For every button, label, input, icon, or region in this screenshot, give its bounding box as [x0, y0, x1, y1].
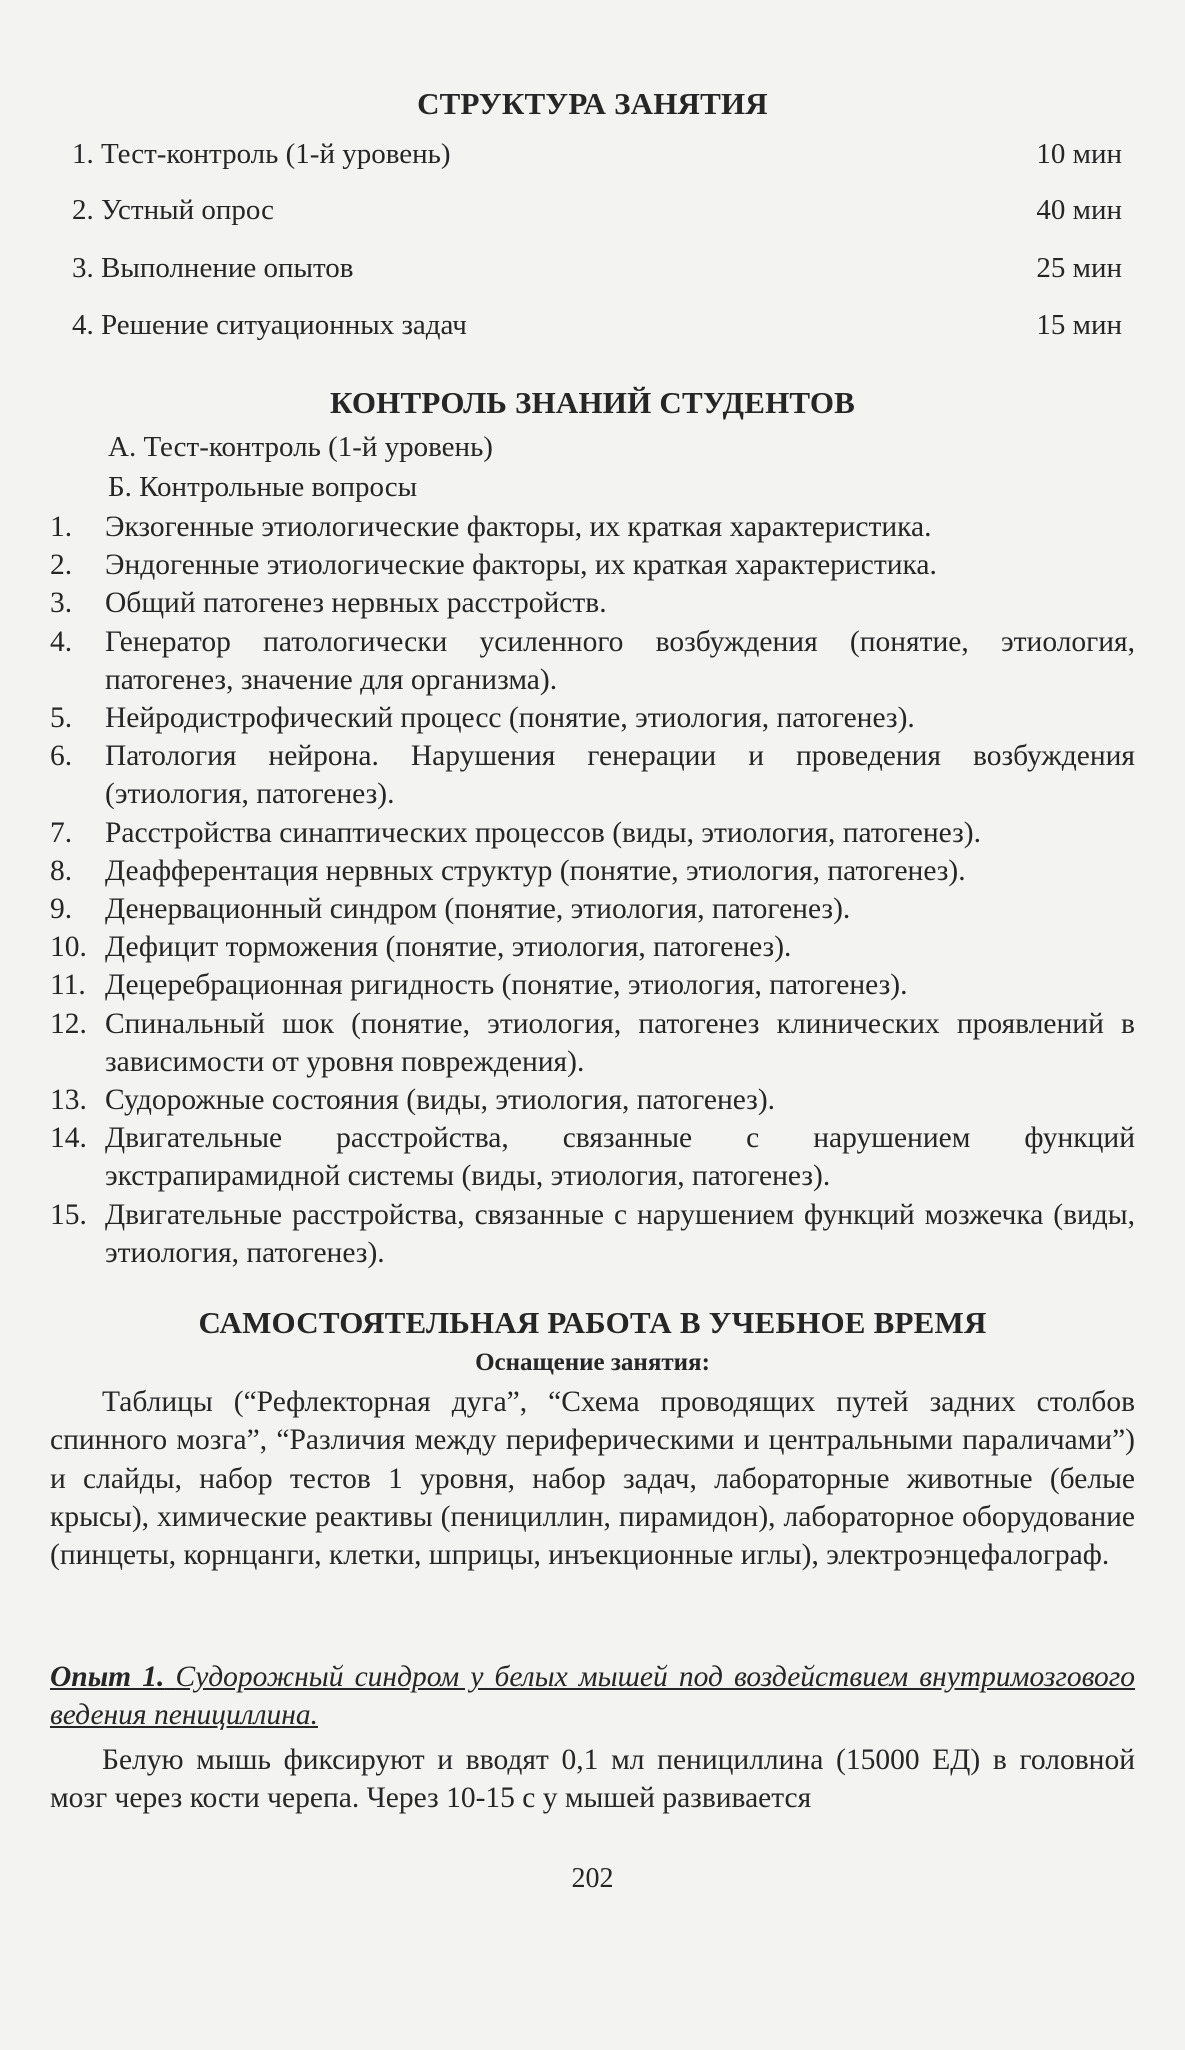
list-item-number: 7. — [50, 816, 73, 849]
structure-row — [72, 190, 1122, 230]
list-item-text: Деафферентация нервных структур (понятие, этиология, патогенез). — [105, 854, 966, 887]
list-item-number: 10. — [50, 931, 87, 964]
list-item — [50, 966, 1135, 1004]
structure-title: СТРУКТУРА ЗАНЯТИЯ — [417, 86, 768, 121]
structure-row-label: 3. Выполнение опытов — [72, 252, 354, 284]
control-part-a: А. Тест-контроль (1-й уровень) — [108, 431, 493, 463]
list-item — [50, 852, 1135, 890]
structure-row-label: 1. Тест-контроль (1-й уровень) — [72, 138, 451, 170]
list-item-number: 5. — [50, 702, 73, 735]
list-item — [50, 1119, 1135, 1195]
list-item-number: 12. — [50, 1007, 87, 1040]
list-item-number: 1. — [50, 511, 73, 543]
list-item-text: Экзогенные этиологические факторы, их краткая характеристика. — [105, 511, 932, 543]
structure-row-label: 4. Решение ситуационных задач — [72, 309, 467, 341]
list-item-number: 3. — [50, 587, 73, 620]
list-item-text: Расстройства синаптических процессов (виды, этиология, патогенез). — [105, 816, 981, 849]
control-title: КОНТРОЛЬ ЗНАНИЙ СТУДЕНТОВ — [329, 385, 856, 420]
experiment-paragraph: Белую мышь фиксируют и вводят 0,1 мл пенициллина (15000 ЕД) в головной мозг через кости черепа. Через 10-15 с у мышей развивается — [50, 1744, 1135, 1815]
list-item-text: Общий патогенез нервных расстройств. — [105, 587, 607, 620]
list-item — [50, 1005, 1135, 1081]
list-item-number: 2. — [50, 549, 73, 582]
equipment-title: Оснащение занятия: — [475, 1349, 710, 1376]
list-item-text: Генератор патологически усиленного возбуждения (понятие, этиология, патогенез, значение для организма). — [105, 625, 1135, 696]
structure-row — [72, 248, 1122, 288]
structure-row-duration: 10 мин — [1036, 138, 1122, 170]
list-item-number: 6. — [50, 740, 73, 773]
list-item — [50, 1196, 1135, 1272]
control-part-b: Б. Контрольные вопросы — [108, 471, 418, 503]
structure-row-duration: 25 мин — [1036, 252, 1122, 284]
list-item-text: Спинальный шок (понятие, этиология, патогенез клинических проявлений в зависимости от уровня повреждения). — [105, 1007, 1135, 1078]
list-item-text: Двигательные расстройства, связанные с нарушением функций мозжечка (виды, этиология, патогенез). — [105, 1198, 1135, 1269]
structure-row — [72, 305, 1122, 345]
list-item-number: 15. — [50, 1198, 87, 1231]
list-item — [50, 814, 1135, 852]
list-item-number: 11. — [50, 969, 86, 1002]
structure-row-duration: 15 мин — [1036, 309, 1122, 341]
list-item-number: 14. — [50, 1122, 87, 1155]
list-item-text: Патология нейрона. Нарушения генерации и проведения возбуждения (этиология, патогенез). — [105, 740, 1135, 811]
list-item-text: Эндогенные этиологические факторы, их краткая характеристика. — [105, 549, 937, 582]
list-item — [50, 737, 1135, 813]
structure-row-duration: 40 мин — [1036, 194, 1122, 226]
list-item-number: 4. — [50, 625, 73, 658]
control-questions-list — [50, 508, 1135, 1272]
list-item-text: Децеребрационная ригидность (понятие, этиология, патогенез). — [105, 969, 908, 1002]
list-item — [50, 584, 1135, 622]
list-item — [50, 546, 1135, 584]
list-item-text: Денервационный синдром (понятие, этиология, патогенез). — [105, 893, 851, 926]
experiment-label: Опыт 1. — [50, 1661, 165, 1693]
list-item-number: 9. — [50, 893, 73, 926]
list-item-number: 13. — [50, 1084, 87, 1117]
list-item-text: Двигательные расстройства, связанные с нарушением функций экстрапирамидной системы (виды, этиология, патогенез). — [105, 1122, 1135, 1193]
list-item — [50, 1081, 1135, 1119]
list-item — [50, 508, 1135, 546]
page-number: 202 — [571, 1863, 614, 1894]
independent-work-title: САМОСТОЯТЕЛЬНАЯ РАБОТА В УЧЕБНОЕ ВРЕМЯ — [198, 1305, 987, 1340]
list-item-text: Дефицит торможения (понятие, этиология, патогенез). — [105, 931, 792, 964]
experiment-title: Судорожный синдром у белых мышей под воздействием внутримозгового ведения пенициллина. — [50, 1661, 1136, 1731]
list-item-text: Нейродистрофический процесс (понятие, этиология, патогенез). — [105, 702, 915, 735]
experiment-heading — [50, 1658, 1135, 1734]
list-item — [50, 623, 1135, 699]
list-item-number: 8. — [50, 854, 73, 887]
list-item — [50, 699, 1135, 737]
structure-row — [72, 134, 1122, 174]
equipment-paragraph: Таблицы (“Рефлекторная дуга”, “Схема проводящих путей задних столбов спинного мозга”, “Различия между периферическими и центральными параличами”) и слайды, набор тестов 1 уровня, набор задач, лабораторные животные (белые крысы), химические реактивы (пенициллин, пирамидон), лабораторное оборудование (пинцеты, корнцанги, клетки, шприцы, инъекционные иглы), электроэнцефалограф. — [50, 1386, 1135, 1572]
list-item — [50, 928, 1135, 966]
list-item — [50, 890, 1135, 928]
structure-row-label: 2. Устный опрос — [72, 194, 274, 226]
list-item-text: Судорожные состояния (виды, этиология, патогенез). — [105, 1084, 776, 1117]
